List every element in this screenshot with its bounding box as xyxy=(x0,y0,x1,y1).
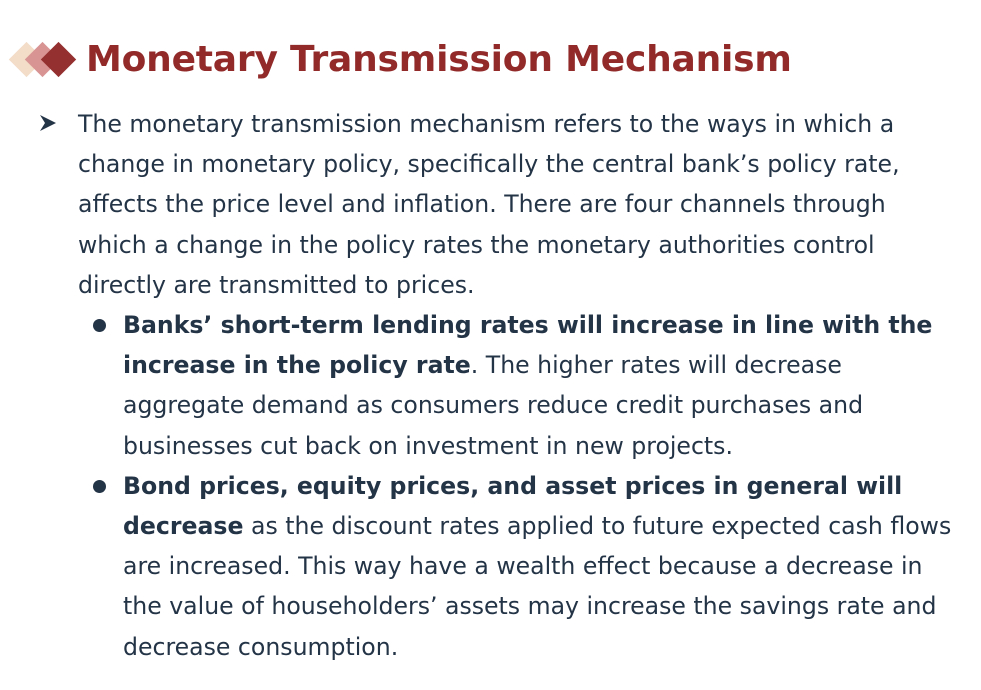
filled-circle-icon xyxy=(93,480,106,493)
bullet-item-asset-prices xyxy=(0,466,953,667)
bullet-body-text: . The higher rates will decrease aggregate demand as consumers reduce credit purchases and businesses cut back on investment in new projects. xyxy=(123,351,864,460)
bullet-body-text: as the discount rates applied to future expected cash flows are increased. This way have a wealth effect because a decrease in the value of householders’ assets may increase the savings rate and decrease consumption. xyxy=(123,512,952,661)
filled-circle-icon xyxy=(93,319,106,332)
slide-title: Monetary Transmission Mechanism xyxy=(86,39,792,80)
arrowhead-icon xyxy=(39,114,57,132)
slide-body xyxy=(0,104,981,667)
slide-header xyxy=(6,30,966,90)
bullet-item-lending-rates xyxy=(0,305,953,466)
intro-paragraph xyxy=(0,104,948,305)
three-diamonds-icon xyxy=(6,36,86,84)
bullet-bold-text: Banks’ short-term lending rates will increase in line with the increase in the policy rate xyxy=(123,311,933,380)
intro-text: The monetary transmission mechanism refers to the ways in which a change in monetary policy, specifically the central bank’s policy rate, affects the price level and inflation. There are four channels through which a change in the policy rates the monetary authorities control directly are transmitted to prices. xyxy=(78,110,900,299)
bullet-bold-text: Bond prices, equity prices, and asset prices in general will decrease xyxy=(123,471,903,541)
